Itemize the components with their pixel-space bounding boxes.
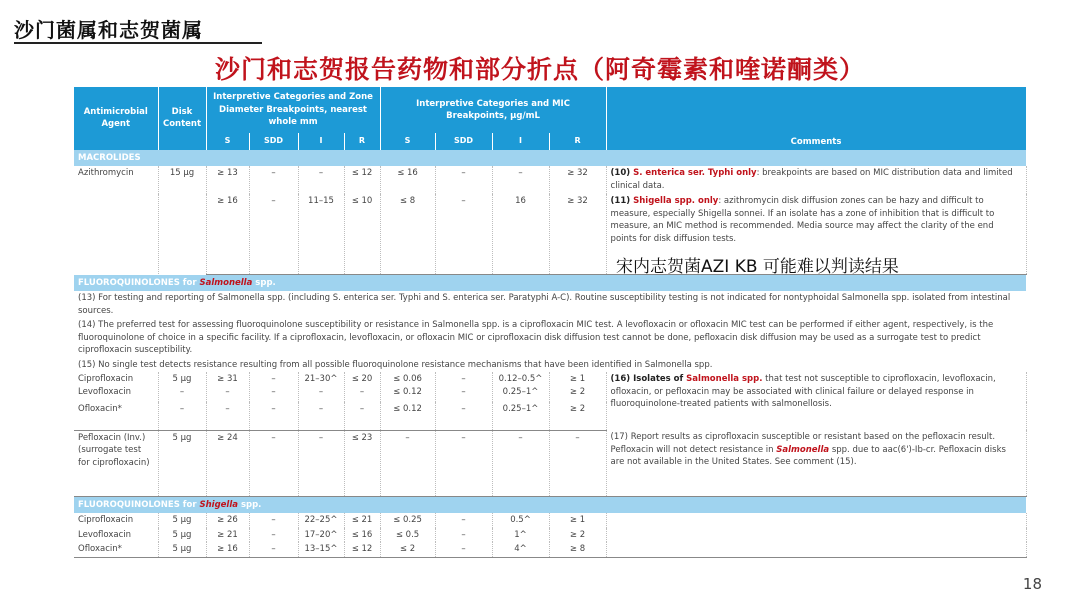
value: ≤ 0.06 (393, 374, 422, 384)
comment-number: (10) (610, 168, 634, 178)
agent-cell: Ciprofloxacin (74, 513, 158, 528)
mic-sdd: – (435, 542, 492, 557)
zone-s: ≥ 24 (206, 430, 249, 496)
disk-cell: 5 µg (158, 528, 206, 543)
corner-underline (14, 42, 262, 44)
note-row (74, 358, 1026, 373)
mic-sdd: – (435, 194, 492, 274)
mic-sdd: – (435, 166, 492, 194)
zone-sdd: – (249, 513, 298, 528)
value: – (271, 386, 276, 397)
section-suffix: spp. (237, 499, 262, 510)
mic-r: – (549, 430, 606, 496)
agent-cell: Pefloxacin (Inv.) (surrogate test for ciprofloxacin) (74, 430, 158, 496)
header-zone-group: Interpretive Categories and Zone Diameter Breakpoints, nearest whole mm (206, 87, 380, 133)
zone-sdd: – (249, 542, 298, 557)
table-row (74, 528, 1026, 543)
mic-r: ≥ 32 (549, 166, 606, 194)
comment-text: spp. due to aac(6')-Ib-cr. Pefloxacin disks are not available in the United States. See comment (15). (610, 444, 1006, 467)
zone-s: – (206, 402, 249, 430)
header-row (74, 87, 1026, 133)
zone-s: ≥ 26 (206, 513, 249, 528)
mic-r: ≥ 2 (549, 528, 606, 543)
zone-i (298, 372, 344, 402)
value: – (461, 386, 466, 397)
value: ≤ 20 (351, 374, 373, 384)
header-comments: Comments (606, 87, 1026, 150)
comment-cell (606, 430, 1026, 496)
value: 0.25–1^ (502, 386, 539, 397)
zone-i: – (298, 166, 344, 194)
value: – (461, 374, 466, 384)
header-zone-i: I (298, 133, 344, 150)
disk-cell: 15 µg (158, 166, 206, 274)
mic-sdd: – (435, 513, 492, 528)
mic-s: ≤ 16 (380, 166, 435, 194)
section-organism: Salmonella (199, 277, 253, 288)
comment-cell (606, 166, 1026, 194)
zone-s: ≥ 21 (206, 528, 249, 543)
value: ≥ 31 (217, 374, 238, 384)
value: 21–30^ (304, 374, 338, 384)
table-row (74, 513, 1026, 528)
comment-cell (606, 528, 1026, 543)
disk-cell: 5 µg (158, 542, 206, 557)
disk-cell: 5 µg (158, 430, 206, 496)
mic-s: ≤ 8 (380, 194, 435, 274)
breakpoint-table (74, 87, 1027, 558)
note-row (74, 291, 1026, 318)
header-mic-s: S (380, 133, 435, 150)
header-zone-s: S (206, 133, 249, 150)
mic-s: ≤ 0.5 (380, 528, 435, 543)
zone-sdd: – (249, 166, 298, 194)
section-suffix: spp. (252, 277, 276, 288)
comment-organism: Salmonella (776, 444, 830, 455)
comment-cell (606, 372, 1026, 430)
comment-cell (606, 513, 1026, 528)
mic-i: – (492, 430, 549, 496)
agent-cell: Levofloxacin (74, 528, 158, 543)
page-number: 18 (1022, 575, 1042, 593)
comment-text: : azithromycin disk diffusion zones can be hazy and difficult to measure, especially Shigella sonnei. If an isolate has a zone of inhibition that is difficult to measure, an MIC method is recommended. Media source may affect the clarity of the end points for disk diffusion tests. (610, 196, 995, 244)
value: – (225, 386, 230, 397)
overlay-annotation: 宋内志贺菌AZI KB 可能难以判读结果 (616, 257, 899, 277)
zone-r: ≤ 12 (344, 542, 380, 557)
disk-value: – (179, 386, 185, 397)
agent-name: Ciprofloxacin (78, 374, 134, 384)
zone-i: – (298, 430, 344, 496)
mic-i: 16 (492, 194, 549, 274)
mic-s: ≤ 0.12 (380, 402, 435, 430)
table-row (74, 166, 1026, 194)
mic-r: ≥ 1 (549, 513, 606, 528)
zone-i: 17–20^ (298, 528, 344, 543)
comment-organism: Salmonella spp. (686, 374, 763, 384)
value: 0.12–0.5^ (498, 374, 543, 384)
mic-i: 0.5^ (492, 513, 549, 528)
mic-r: ≥ 32 (549, 194, 606, 274)
section-macrolides (74, 150, 1026, 167)
agent-cell (74, 372, 158, 402)
zone-sdd: – (249, 430, 298, 496)
value: ≥ 1 (569, 374, 586, 384)
disk-cell: 5 µg (158, 513, 206, 528)
zone-i: 13–15^ (298, 542, 344, 557)
note-row (74, 318, 1026, 358)
mic-sdd: – (435, 430, 492, 496)
comment-cell (606, 542, 1026, 557)
note-14: (14) The preferred test for assessing fluoroquinolone susceptibility or resistance in Salmonella spp. is a ciprofloxacin MIC test. A levofloxacin or ofloxacin MIC test can be performed if either agent, respectively, is the fluoroquinolone of choice in a specific facility. If a ciprofloxacin, levofloxacin, or ofloxacin MIC or ciprofloxacin disk diffusion test cannot be done, pefloxacin disk diffusion may be used as a surrogate test to predict ciprofloxacin susceptibility. (78, 320, 994, 355)
comment-organism: Shigella spp. only (633, 196, 719, 206)
mic-i: 0.25–1^ (492, 402, 549, 430)
section-fq-shigella (74, 496, 1026, 513)
zone-i: – (298, 402, 344, 430)
agent-name: Levofloxacin (78, 386, 132, 397)
header-zone-r: R (344, 133, 380, 150)
zone-s: ≥ 16 (206, 194, 249, 274)
comment-text: (16) Isolates of (610, 374, 687, 384)
value: – (271, 374, 276, 384)
agent-cell: Ofloxacin* (74, 542, 158, 557)
zone-r: – (344, 402, 380, 430)
value: ≤ 0.12 (393, 386, 422, 397)
table-row (74, 542, 1026, 557)
zone-s: ≥ 16 (206, 542, 249, 557)
zone-s (206, 372, 249, 402)
zone-r: ≤ 12 (344, 166, 380, 194)
value: – (359, 386, 365, 397)
slide-title: 沙门和志贺报告药物和部分折点（阿奇霉素和喹诺酮类） (214, 55, 865, 84)
disk-cell: – (158, 402, 206, 430)
mic-sdd: – (435, 402, 492, 430)
table-row (74, 430, 1026, 496)
mic-sdd: – (435, 528, 492, 543)
mic-r: ≥ 8 (549, 542, 606, 557)
disk-cell (158, 372, 206, 402)
comment-organism: S. enterica ser. Typhi only (633, 168, 757, 178)
header-mic-group: Interpretive Categories and MIC Breakpoints, µg/mL (380, 87, 606, 133)
header-mic-i: I (492, 133, 549, 150)
zone-sdd (249, 372, 298, 402)
mic-r (549, 372, 606, 402)
table-row (74, 372, 1026, 402)
comment-text: (17) Report results as ciprofloxacin susceptible or resistant based on the pefloxacin result. Pefloxacin will not detect resistance in (610, 432, 996, 455)
value: – (318, 386, 324, 397)
mic-i: – (492, 166, 549, 194)
mic-sdd (435, 372, 492, 402)
section-prefix: FLUOROQUINOLONES for (78, 499, 200, 510)
section-label: MACROLIDES (74, 150, 1026, 167)
mic-i: 4^ (492, 542, 549, 557)
zone-i: 11–15 (298, 194, 344, 274)
mic-i: 1^ (492, 528, 549, 543)
header-mic-r: R (549, 133, 606, 150)
comment-text: : breakpoints are based on MIC distribution data and limited clinical data. (610, 168, 1013, 191)
section-label (74, 496, 1026, 513)
zone-sdd: – (249, 402, 298, 430)
mic-r: ≥ 2 (549, 402, 606, 430)
section-organism: Shigella (199, 499, 238, 510)
zone-sdd: – (249, 194, 298, 274)
mic-s: ≤ 0.25 (380, 513, 435, 528)
zone-r: ≤ 10 (344, 194, 380, 274)
header-mic-sdd: SDD (435, 133, 492, 150)
zone-r: ≤ 21 (344, 513, 380, 528)
corner-title: 沙门菌属和志贺菌属 (14, 18, 203, 42)
zone-r: ≤ 23 (344, 430, 380, 496)
zone-i: 22–25^ (298, 513, 344, 528)
zone-r (344, 372, 380, 402)
zone-sdd: – (249, 528, 298, 543)
zone-r: ≤ 16 (344, 528, 380, 543)
header-disk: Disk Content (158, 87, 206, 150)
note-13: (13) For testing and reporting of Salmonella spp. (including S. enterica ser. Typhi and S. enterica ser. Paratyphi A-C). Routine susceptibility testing is not indicated for nontyphoidal Salmonella spp. isolated from intestinal sources. (78, 293, 1011, 316)
comment-text: that test not susceptible to ciprofloxacin, levofloxacin, ofloxacin, or pefloxacin may be associated with clinical failure or delayed response in fluoroquinolone-treated patients with salmonellosis. (610, 374, 996, 409)
mic-s: – (380, 430, 435, 496)
note-15: (15) No single test detects resistance resulting from all possible fluoroquinolone resistance mechanisms that have been identified in Salmonella spp. (78, 359, 713, 370)
comment-number: (11) (610, 196, 634, 206)
zone-s: ≥ 13 (206, 166, 249, 194)
section-prefix: FLUOROQUINOLONES for (78, 277, 200, 288)
mic-s: ≤ 2 (380, 542, 435, 557)
mic-i (492, 372, 549, 402)
agent-cell: Azithromycin (74, 166, 158, 274)
agent-cell: Ofloxacin* (74, 402, 158, 430)
header-agent: Antimicrobial Agent (74, 87, 158, 150)
mic-s (380, 372, 435, 402)
value: ≥ 2 (569, 386, 586, 397)
disk-value: 5 µg (172, 374, 192, 384)
header-zone-sdd: SDD (249, 133, 298, 150)
